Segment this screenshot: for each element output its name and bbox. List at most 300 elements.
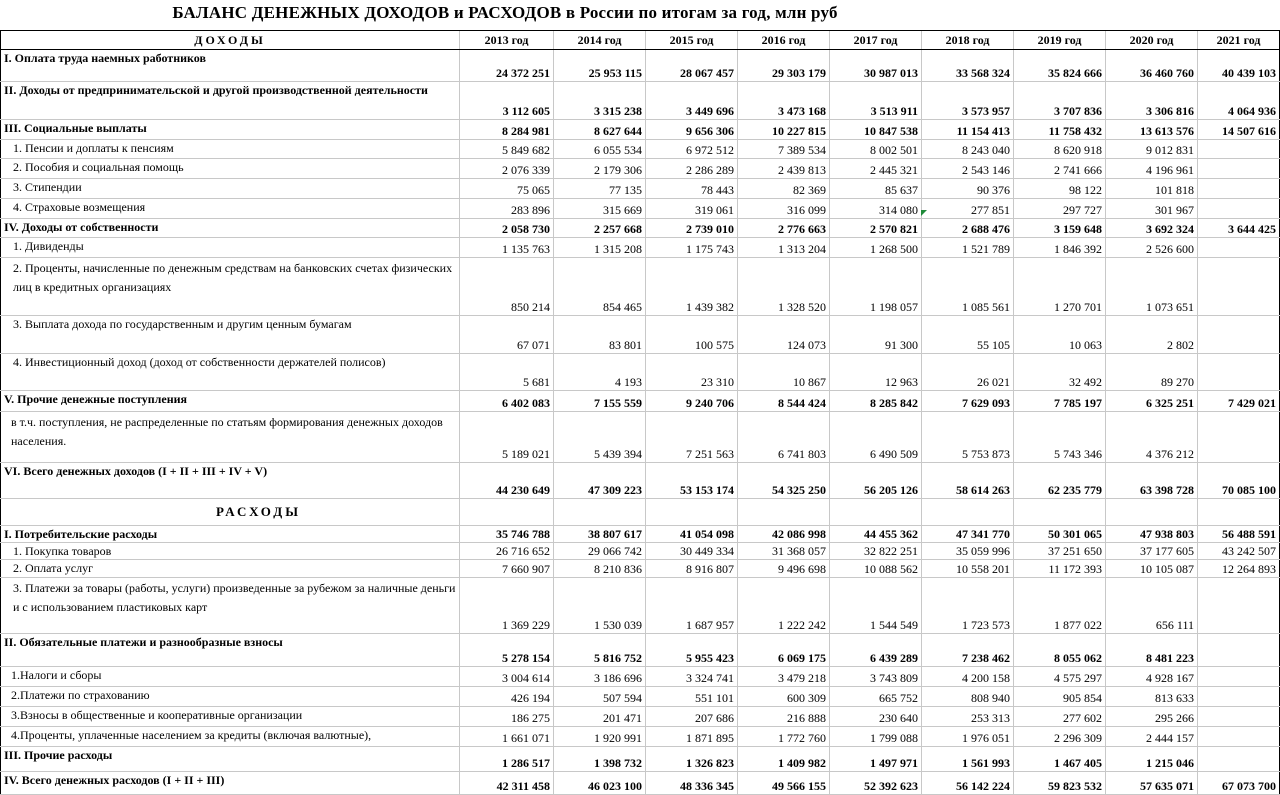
value-cell[interactable]: 1 439 382	[646, 258, 738, 316]
value-cell[interactable]: 59 823 532	[1014, 772, 1106, 795]
value-cell[interactable]: 905 854	[1014, 687, 1106, 707]
value-cell[interactable]: 32 492	[1014, 354, 1106, 391]
value-cell[interactable]: 1 846 392	[1014, 238, 1106, 258]
value-cell[interactable]: 28 067 457	[646, 50, 738, 82]
value-cell[interactable]: 10 867	[738, 354, 830, 391]
value-cell[interactable]: 5 955 423	[646, 634, 738, 667]
row-label[interactable]: 1. Пенсии и доплаты к пенсиям	[1, 140, 460, 159]
value-cell[interactable]: 3 159 648	[1014, 219, 1106, 238]
value-cell[interactable]: 11 758 432	[1014, 120, 1106, 140]
value-cell[interactable]: 31 368 057	[738, 543, 830, 560]
value-cell[interactable]: 551 101	[646, 687, 738, 707]
value-cell[interactable]: 25 953 115	[554, 50, 646, 82]
value-cell[interactable]	[1198, 159, 1280, 179]
value-cell[interactable]: 2 444 157	[1106, 727, 1198, 747]
value-cell[interactable]: 665 752	[830, 687, 922, 707]
empty-cell[interactable]	[830, 499, 922, 526]
value-cell[interactable]: 50 301 065	[1014, 526, 1106, 543]
value-cell[interactable]: 124 073	[738, 316, 830, 354]
value-cell[interactable]: 2 802	[1106, 316, 1198, 354]
value-cell[interactable]: 5 439 394	[554, 412, 646, 463]
expenses-header-row	[1, 499, 1280, 526]
value-cell[interactable]: 507 594	[554, 687, 646, 707]
value-cell[interactable]: 314 080	[830, 199, 922, 219]
income-row	[1, 316, 1280, 354]
value-cell[interactable]: 1 409 982	[738, 747, 830, 772]
value-cell[interactable]: 6 325 251	[1106, 391, 1198, 412]
value-cell[interactable]: 600 309	[738, 687, 830, 707]
value-cell[interactable]: 8 055 062	[1014, 634, 1106, 667]
value-cell[interactable]: 7 251 563	[646, 412, 738, 463]
value-cell[interactable]: 1 920 991	[554, 727, 646, 747]
value-cell[interactable]: 56 142 224	[922, 772, 1014, 795]
value-cell[interactable]: 43 242 507	[1198, 543, 1280, 560]
value-cell[interactable]: 90 376	[922, 179, 1014, 199]
value-cell[interactable]: 58 614 263	[922, 463, 1014, 499]
value-cell[interactable]: 42 311 458	[460, 772, 554, 795]
value-cell[interactable]: 8 544 424	[738, 391, 830, 412]
value-cell[interactable]	[1198, 412, 1280, 463]
empty-cell[interactable]	[1014, 499, 1106, 526]
income-row	[1, 219, 1280, 238]
value-cell[interactable]: 5 278 154	[460, 634, 554, 667]
value-cell[interactable]: 2 445 321	[830, 159, 922, 179]
row-label[interactable]: 3. Платежи за товары (работы, услуги) произведенные за рубежом за наличные деньги и с использованием пластиковых карт	[1, 578, 460, 634]
value-cell[interactable]: 3 306 816	[1106, 82, 1198, 120]
value-cell[interactable]: 49 566 155	[738, 772, 830, 795]
value-cell[interactable]: 91 300	[830, 316, 922, 354]
value-cell[interactable]: 426 194	[460, 687, 554, 707]
value-cell[interactable]: 4 200 158	[922, 667, 1014, 687]
value-cell[interactable]: 12 264 893	[1198, 560, 1280, 578]
value-cell[interactable]	[1198, 667, 1280, 687]
value-cell[interactable]: 1 326 823	[646, 747, 738, 772]
value-cell[interactable]: 56 205 126	[830, 463, 922, 499]
value-cell[interactable]: 7 238 462	[922, 634, 1014, 667]
value-cell[interactable]: 6 402 083	[460, 391, 554, 412]
value-cell[interactable]: 9 012 831	[1106, 140, 1198, 159]
year-header[interactable]: 2015 год	[646, 31, 738, 50]
value-cell[interactable]: 813 633	[1106, 687, 1198, 707]
value-cell[interactable]: 5 189 021	[460, 412, 554, 463]
value-cell[interactable]: 67 073 700	[1198, 772, 1280, 795]
value-cell[interactable]: 8 620 918	[1014, 140, 1106, 159]
value-cell[interactable]: 12 963	[830, 354, 922, 391]
value-cell[interactable]: 1 772 760	[738, 727, 830, 747]
value-cell[interactable]: 277 602	[1014, 707, 1106, 727]
value-cell[interactable]: 1 687 957	[646, 578, 738, 634]
value-cell[interactable]: 201 471	[554, 707, 646, 727]
value-cell[interactable]: 1 369 229	[460, 578, 554, 634]
value-cell[interactable]: 5 681	[460, 354, 554, 391]
row-label[interactable]: 3. Стипендии	[1, 179, 460, 199]
row-label[interactable]: 1. Дивиденды	[1, 238, 460, 258]
value-cell[interactable]: 98 122	[1014, 179, 1106, 199]
value-cell[interactable]: 2 439 813	[738, 159, 830, 179]
empty-cell[interactable]	[554, 499, 646, 526]
row-label[interactable]: 2.Платежи по страхованию	[1, 687, 460, 707]
value-cell[interactable]: 83 801	[554, 316, 646, 354]
value-cell[interactable]: 2 526 600	[1106, 238, 1198, 258]
expense-row	[1, 526, 1280, 543]
value-cell[interactable]: 808 940	[922, 687, 1014, 707]
value-cell[interactable]	[1198, 258, 1280, 316]
value-cell[interactable]	[1198, 707, 1280, 727]
value-cell[interactable]: 8 285 842	[830, 391, 922, 412]
value-cell[interactable]: 44 230 649	[460, 463, 554, 499]
row-label[interactable]: 1.Налоги и сборы	[1, 667, 460, 687]
value-cell[interactable]: 24 372 251	[460, 50, 554, 82]
value-cell[interactable]: 1 198 057	[830, 258, 922, 316]
value-cell[interactable]: 54 325 250	[738, 463, 830, 499]
value-cell[interactable]	[1198, 747, 1280, 772]
value-cell[interactable]: 2 076 339	[460, 159, 554, 179]
year-header[interactable]: 2013 год	[460, 31, 554, 50]
value-cell[interactable]: 30 449 334	[646, 543, 738, 560]
value-cell[interactable]: 3 513 911	[830, 82, 922, 120]
value-cell[interactable]: 7 785 197	[1014, 391, 1106, 412]
value-cell[interactable]: 5 849 682	[460, 140, 554, 159]
value-cell[interactable]: 8 284 981	[460, 120, 554, 140]
value-cell[interactable]: 253 313	[922, 707, 1014, 727]
value-cell[interactable]: 2 296 309	[1014, 727, 1106, 747]
value-cell[interactable]: 48 336 345	[646, 772, 738, 795]
expense-row	[1, 747, 1280, 772]
value-cell[interactable]: 1 073 651	[1106, 258, 1198, 316]
value-cell[interactable]: 4 196 961	[1106, 159, 1198, 179]
value-cell[interactable]: 1 222 242	[738, 578, 830, 634]
expenses-header: РАСХОДЫ	[1, 499, 460, 526]
value-cell[interactable]: 85 637	[830, 179, 922, 199]
value-cell[interactable]: 53 153 174	[646, 463, 738, 499]
value-cell[interactable]: 14 507 616	[1198, 120, 1280, 140]
value-cell[interactable]: 1 315 208	[554, 238, 646, 258]
value-cell[interactable]: 63 398 728	[1106, 463, 1198, 499]
value-cell[interactable]: 207 686	[646, 707, 738, 727]
value-cell[interactable]: 11 154 413	[922, 120, 1014, 140]
value-cell[interactable]: 6 490 509	[830, 412, 922, 463]
value-cell[interactable]: 1 799 088	[830, 727, 922, 747]
value-cell[interactable]: 32 822 251	[830, 543, 922, 560]
year-header[interactable]: 2018 год	[922, 31, 1014, 50]
value-cell[interactable]: 277 851	[922, 199, 1014, 219]
value-cell[interactable]: 23 310	[646, 354, 738, 391]
value-cell[interactable]: 3 112 605	[460, 82, 554, 120]
value-cell[interactable]: 1 215 046	[1106, 747, 1198, 772]
row-label[interactable]: VI. Всего денежных доходов (I + II + III + IV + V)	[1, 463, 460, 499]
value-cell[interactable]: 70 085 100	[1198, 463, 1280, 499]
value-cell[interactable]: 7 660 907	[460, 560, 554, 578]
value-cell[interactable]: 40 439 103	[1198, 50, 1280, 82]
row-label[interactable]: 3.Взносы в общественные и кооперативные организации	[1, 707, 460, 727]
value-cell[interactable]: 656 111	[1106, 578, 1198, 634]
year-header[interactable]: 2016 год	[738, 31, 830, 50]
value-cell[interactable]: 230 640	[830, 707, 922, 727]
value-cell[interactable]: 1 871 895	[646, 727, 738, 747]
value-cell[interactable]	[1198, 687, 1280, 707]
value-cell[interactable]: 3 479 218	[738, 667, 830, 687]
value-cell[interactable]: 6 069 175	[738, 634, 830, 667]
row-label[interactable]: 2. Проценты, начисленные по денежным средствам на банковских счетах физических лиц в кредитных организациях	[1, 258, 460, 316]
value-cell[interactable]: 1 328 520	[738, 258, 830, 316]
value-cell[interactable]: 37 177 605	[1106, 543, 1198, 560]
value-cell[interactable]: 3 707 836	[1014, 82, 1106, 120]
table-body	[1, 31, 1280, 795]
value-cell[interactable]: 8 627 644	[554, 120, 646, 140]
value-cell[interactable]: 55 105	[922, 316, 1014, 354]
value-cell[interactable]: 319 061	[646, 199, 738, 219]
expense-row	[1, 543, 1280, 560]
value-cell[interactable]: 10 227 815	[738, 120, 830, 140]
value-cell[interactable]: 29 303 179	[738, 50, 830, 82]
value-cell[interactable]: 77 135	[554, 179, 646, 199]
value-cell[interactable]: 9 496 698	[738, 560, 830, 578]
value-cell[interactable]: 13 613 576	[1106, 120, 1198, 140]
value-cell[interactable]: 52 392 623	[830, 772, 922, 795]
expense-row	[1, 727, 1280, 747]
value-cell[interactable]: 9 656 306	[646, 120, 738, 140]
row-label[interactable]: 4. Страховые возмещения	[1, 199, 460, 219]
value-cell[interactable]: 3 743 809	[830, 667, 922, 687]
value-cell[interactable]: 35 746 788	[460, 526, 554, 543]
value-cell[interactable]: 10 558 201	[922, 560, 1014, 578]
row-label[interactable]: IV. Всего денежных расходов (I + II + III)	[1, 772, 460, 795]
value-cell[interactable]: 2 286 289	[646, 159, 738, 179]
expense-row	[1, 687, 1280, 707]
value-cell[interactable]: 4 193	[554, 354, 646, 391]
value-cell[interactable]: 1 313 204	[738, 238, 830, 258]
income-row	[1, 238, 1280, 258]
value-cell[interactable]: 10 105 087	[1106, 560, 1198, 578]
row-label[interactable]: в т.ч. поступления, не распределенные по статьям формирования денежных доходов населения.	[1, 412, 460, 463]
expense-row	[1, 560, 1280, 578]
value-cell[interactable]: 38 807 617	[554, 526, 646, 543]
value-cell[interactable]: 8 002 501	[830, 140, 922, 159]
value-cell[interactable]: 26 021	[922, 354, 1014, 391]
value-cell[interactable]	[1198, 179, 1280, 199]
value-cell[interactable]: 3 644 425	[1198, 219, 1280, 238]
value-cell[interactable]: 1 877 022	[1014, 578, 1106, 634]
value-cell[interactable]: 301 967	[1106, 199, 1198, 219]
value-cell[interactable]: 75 065	[460, 179, 554, 199]
value-cell[interactable]: 6 741 803	[738, 412, 830, 463]
value-cell[interactable]: 47 938 803	[1106, 526, 1198, 543]
value-cell[interactable]: 3 004 614	[460, 667, 554, 687]
value-cell[interactable]: 6 439 289	[830, 634, 922, 667]
value-cell[interactable]: 37 251 650	[1014, 543, 1106, 560]
value-cell[interactable]: 6 055 534	[554, 140, 646, 159]
value-cell[interactable]: 8 916 807	[646, 560, 738, 578]
value-cell[interactable]: 7 429 021	[1198, 391, 1280, 412]
value-cell[interactable]: 26 716 652	[460, 543, 554, 560]
value-cell[interactable]: 47 309 223	[554, 463, 646, 499]
year-header[interactable]: 2020 год	[1106, 31, 1198, 50]
value-cell[interactable]: 2 179 306	[554, 159, 646, 179]
value-cell[interactable]: 35 824 666	[1014, 50, 1106, 82]
balance-table	[0, 30, 1280, 795]
value-cell[interactable]: 2 543 146	[922, 159, 1014, 179]
value-cell[interactable]: 2 776 663	[738, 219, 830, 238]
row-label[interactable]: 3. Выплата дохода по государственным и другим ценным бумагам	[1, 316, 460, 354]
value-cell[interactable]: 5 753 873	[922, 412, 1014, 463]
value-cell[interactable]: 100 575	[646, 316, 738, 354]
value-cell[interactable]: 3 473 168	[738, 82, 830, 120]
value-cell[interactable]: 3 449 696	[646, 82, 738, 120]
value-cell[interactable]: 8 210 836	[554, 560, 646, 578]
income-row	[1, 140, 1280, 159]
empty-cell[interactable]	[646, 499, 738, 526]
value-cell[interactable]: 89 270	[1106, 354, 1198, 391]
income-row	[1, 412, 1280, 463]
value-cell[interactable]: 44 455 362	[830, 526, 922, 543]
year-header[interactable]: 2021 год	[1198, 31, 1280, 50]
value-cell[interactable]	[1198, 727, 1280, 747]
value-cell[interactable]: 7 389 534	[738, 140, 830, 159]
value-cell[interactable]: 2 570 821	[830, 219, 922, 238]
value-cell[interactable]: 1 561 993	[922, 747, 1014, 772]
empty-cell[interactable]	[738, 499, 830, 526]
value-cell[interactable]: 850 214	[460, 258, 554, 316]
value-cell[interactable]: 4 928 167	[1106, 667, 1198, 687]
income-row	[1, 82, 1280, 120]
value-cell[interactable]: 2 739 010	[646, 219, 738, 238]
value-cell[interactable]: 2 257 668	[554, 219, 646, 238]
row-label[interactable]: 2. Оплата услуг	[1, 560, 460, 578]
empty-cell[interactable]	[922, 499, 1014, 526]
value-cell[interactable]: 30 987 013	[830, 50, 922, 82]
value-cell[interactable]: 316 099	[738, 199, 830, 219]
income-row	[1, 199, 1280, 219]
expense-row	[1, 634, 1280, 667]
value-cell[interactable]: 186 275	[460, 707, 554, 727]
value-cell[interactable]: 4 064 936	[1198, 82, 1280, 120]
value-cell[interactable]	[1198, 354, 1280, 391]
year-header[interactable]: 2014 год	[554, 31, 646, 50]
value-cell[interactable]: 1 398 732	[554, 747, 646, 772]
value-cell[interactable]	[1198, 578, 1280, 634]
year-header[interactable]: 2017 год	[830, 31, 922, 50]
value-cell[interactable]: 1 976 051	[922, 727, 1014, 747]
value-cell[interactable]: 5 816 752	[554, 634, 646, 667]
value-cell[interactable]: 46 023 100	[554, 772, 646, 795]
value-cell[interactable]: 35 059 996	[922, 543, 1014, 560]
cell-comment-marker	[921, 210, 927, 216]
value-cell[interactable]: 57 635 071	[1106, 772, 1198, 795]
value-cell[interactable]: 1 497 971	[830, 747, 922, 772]
value-cell[interactable]: 7 155 559	[554, 391, 646, 412]
value-cell[interactable]: 3 692 324	[1106, 219, 1198, 238]
value-cell[interactable]: 11 172 393	[1014, 560, 1106, 578]
value-cell[interactable]: 1 270 701	[1014, 258, 1106, 316]
value-cell[interactable]: 6 972 512	[646, 140, 738, 159]
value-cell[interactable]: 1 175 743	[646, 238, 738, 258]
value-cell[interactable]: 42 086 998	[738, 526, 830, 543]
value-cell[interactable]: 29 066 742	[554, 543, 646, 560]
value-cell[interactable]: 4 575 297	[1014, 667, 1106, 687]
empty-cell[interactable]	[1198, 499, 1280, 526]
value-cell[interactable]: 10 088 562	[830, 560, 922, 578]
value-cell[interactable]: 47 341 770	[922, 526, 1014, 543]
empty-cell[interactable]	[460, 499, 554, 526]
value-cell[interactable]: 315 669	[554, 199, 646, 219]
row-label[interactable]: 4. Инвестиционный доход (доход от собственности держателей полисов)	[1, 354, 460, 391]
value-cell[interactable]	[1198, 140, 1280, 159]
value-cell[interactable]	[1198, 316, 1280, 354]
value-cell[interactable]: 295 266	[1106, 707, 1198, 727]
value-cell[interactable]: 67 071	[460, 316, 554, 354]
value-cell[interactable]: 1 286 517	[460, 747, 554, 772]
value-cell[interactable]: 1 661 071	[460, 727, 554, 747]
value-cell[interactable]: 9 240 706	[646, 391, 738, 412]
value-cell[interactable]: 3 186 696	[554, 667, 646, 687]
value-cell[interactable]: 41 054 098	[646, 526, 738, 543]
value-cell[interactable]: 3 573 957	[922, 82, 1014, 120]
value-cell[interactable]: 56 488 591	[1198, 526, 1280, 543]
value-cell[interactable]: 3 324 741	[646, 667, 738, 687]
value-cell[interactable]: 283 896	[460, 199, 554, 219]
value-cell[interactable]: 1 521 789	[922, 238, 1014, 258]
value-cell[interactable]: 216 888	[738, 707, 830, 727]
empty-cell[interactable]	[1106, 499, 1198, 526]
row-label[interactable]: V. Прочие денежные поступления	[1, 391, 460, 412]
value-cell[interactable]: 1 085 561	[922, 258, 1014, 316]
value-cell[interactable]: 82 369	[738, 179, 830, 199]
value-cell[interactable]: 1 135 763	[460, 238, 554, 258]
value-cell[interactable]: 1 467 405	[1014, 747, 1106, 772]
value-cell[interactable]: 2 688 476	[922, 219, 1014, 238]
value-cell[interactable]: 8 481 223	[1106, 634, 1198, 667]
value-cell[interactable]: 1 723 573	[922, 578, 1014, 634]
row-label[interactable]: I. Оплата труда наемных работников	[1, 50, 460, 82]
value-cell[interactable]: 297 727	[1014, 199, 1106, 219]
row-label[interactable]: III. Прочие расходы	[1, 747, 460, 772]
value-cell[interactable]: 854 465	[554, 258, 646, 316]
expense-row	[1, 772, 1280, 795]
value-cell[interactable]: 3 315 238	[554, 82, 646, 120]
header-row	[1, 31, 1280, 50]
row-label[interactable]: 2. Пособия и социальная помощь	[1, 159, 460, 179]
value-cell[interactable]: 10 063	[1014, 316, 1106, 354]
value-cell[interactable]	[1198, 199, 1280, 219]
row-label[interactable]: 4.Проценты, уплаченные населением за кредиты (включая валютные),	[1, 727, 460, 747]
expense-row	[1, 578, 1280, 634]
value-cell[interactable]: 7 629 093	[922, 391, 1014, 412]
row-label[interactable]: II. Доходы от предпринимательской и другой производственной деятельности	[1, 82, 460, 120]
value-cell[interactable]: 8 243 040	[922, 140, 1014, 159]
row-label[interactable]: 1. Покупка товаров	[1, 543, 460, 560]
value-cell[interactable]: 4 376 212	[1106, 412, 1198, 463]
value-cell[interactable]: 1 530 039	[554, 578, 646, 634]
value-cell[interactable]: 2 058 730	[460, 219, 554, 238]
value-cell[interactable]: 36 460 760	[1106, 50, 1198, 82]
value-cell[interactable]: 5 743 346	[1014, 412, 1106, 463]
value-cell[interactable]: 1 544 549	[830, 578, 922, 634]
value-cell[interactable]: 101 818	[1106, 179, 1198, 199]
value-cell[interactable]: 78 443	[646, 179, 738, 199]
value-cell[interactable]	[1198, 634, 1280, 667]
value-cell[interactable]: 33 568 324	[922, 50, 1014, 82]
value-cell[interactable]: 10 847 538	[830, 120, 922, 140]
value-cell[interactable]: 62 235 779	[1014, 463, 1106, 499]
value-cell[interactable]: 1 268 500	[830, 238, 922, 258]
row-label[interactable]: I. Потребительские расходы	[1, 526, 460, 543]
value-cell[interactable]	[1198, 238, 1280, 258]
value-cell[interactable]: 2 741 666	[1014, 159, 1106, 179]
row-label[interactable]: IV. Доходы от собственности	[1, 219, 460, 238]
row-label[interactable]: III. Социальные выплаты	[1, 120, 460, 140]
row-label[interactable]: II. Обязательные платежи и разнообразные взносы	[1, 634, 460, 667]
year-header[interactable]: 2019 год	[1014, 31, 1106, 50]
